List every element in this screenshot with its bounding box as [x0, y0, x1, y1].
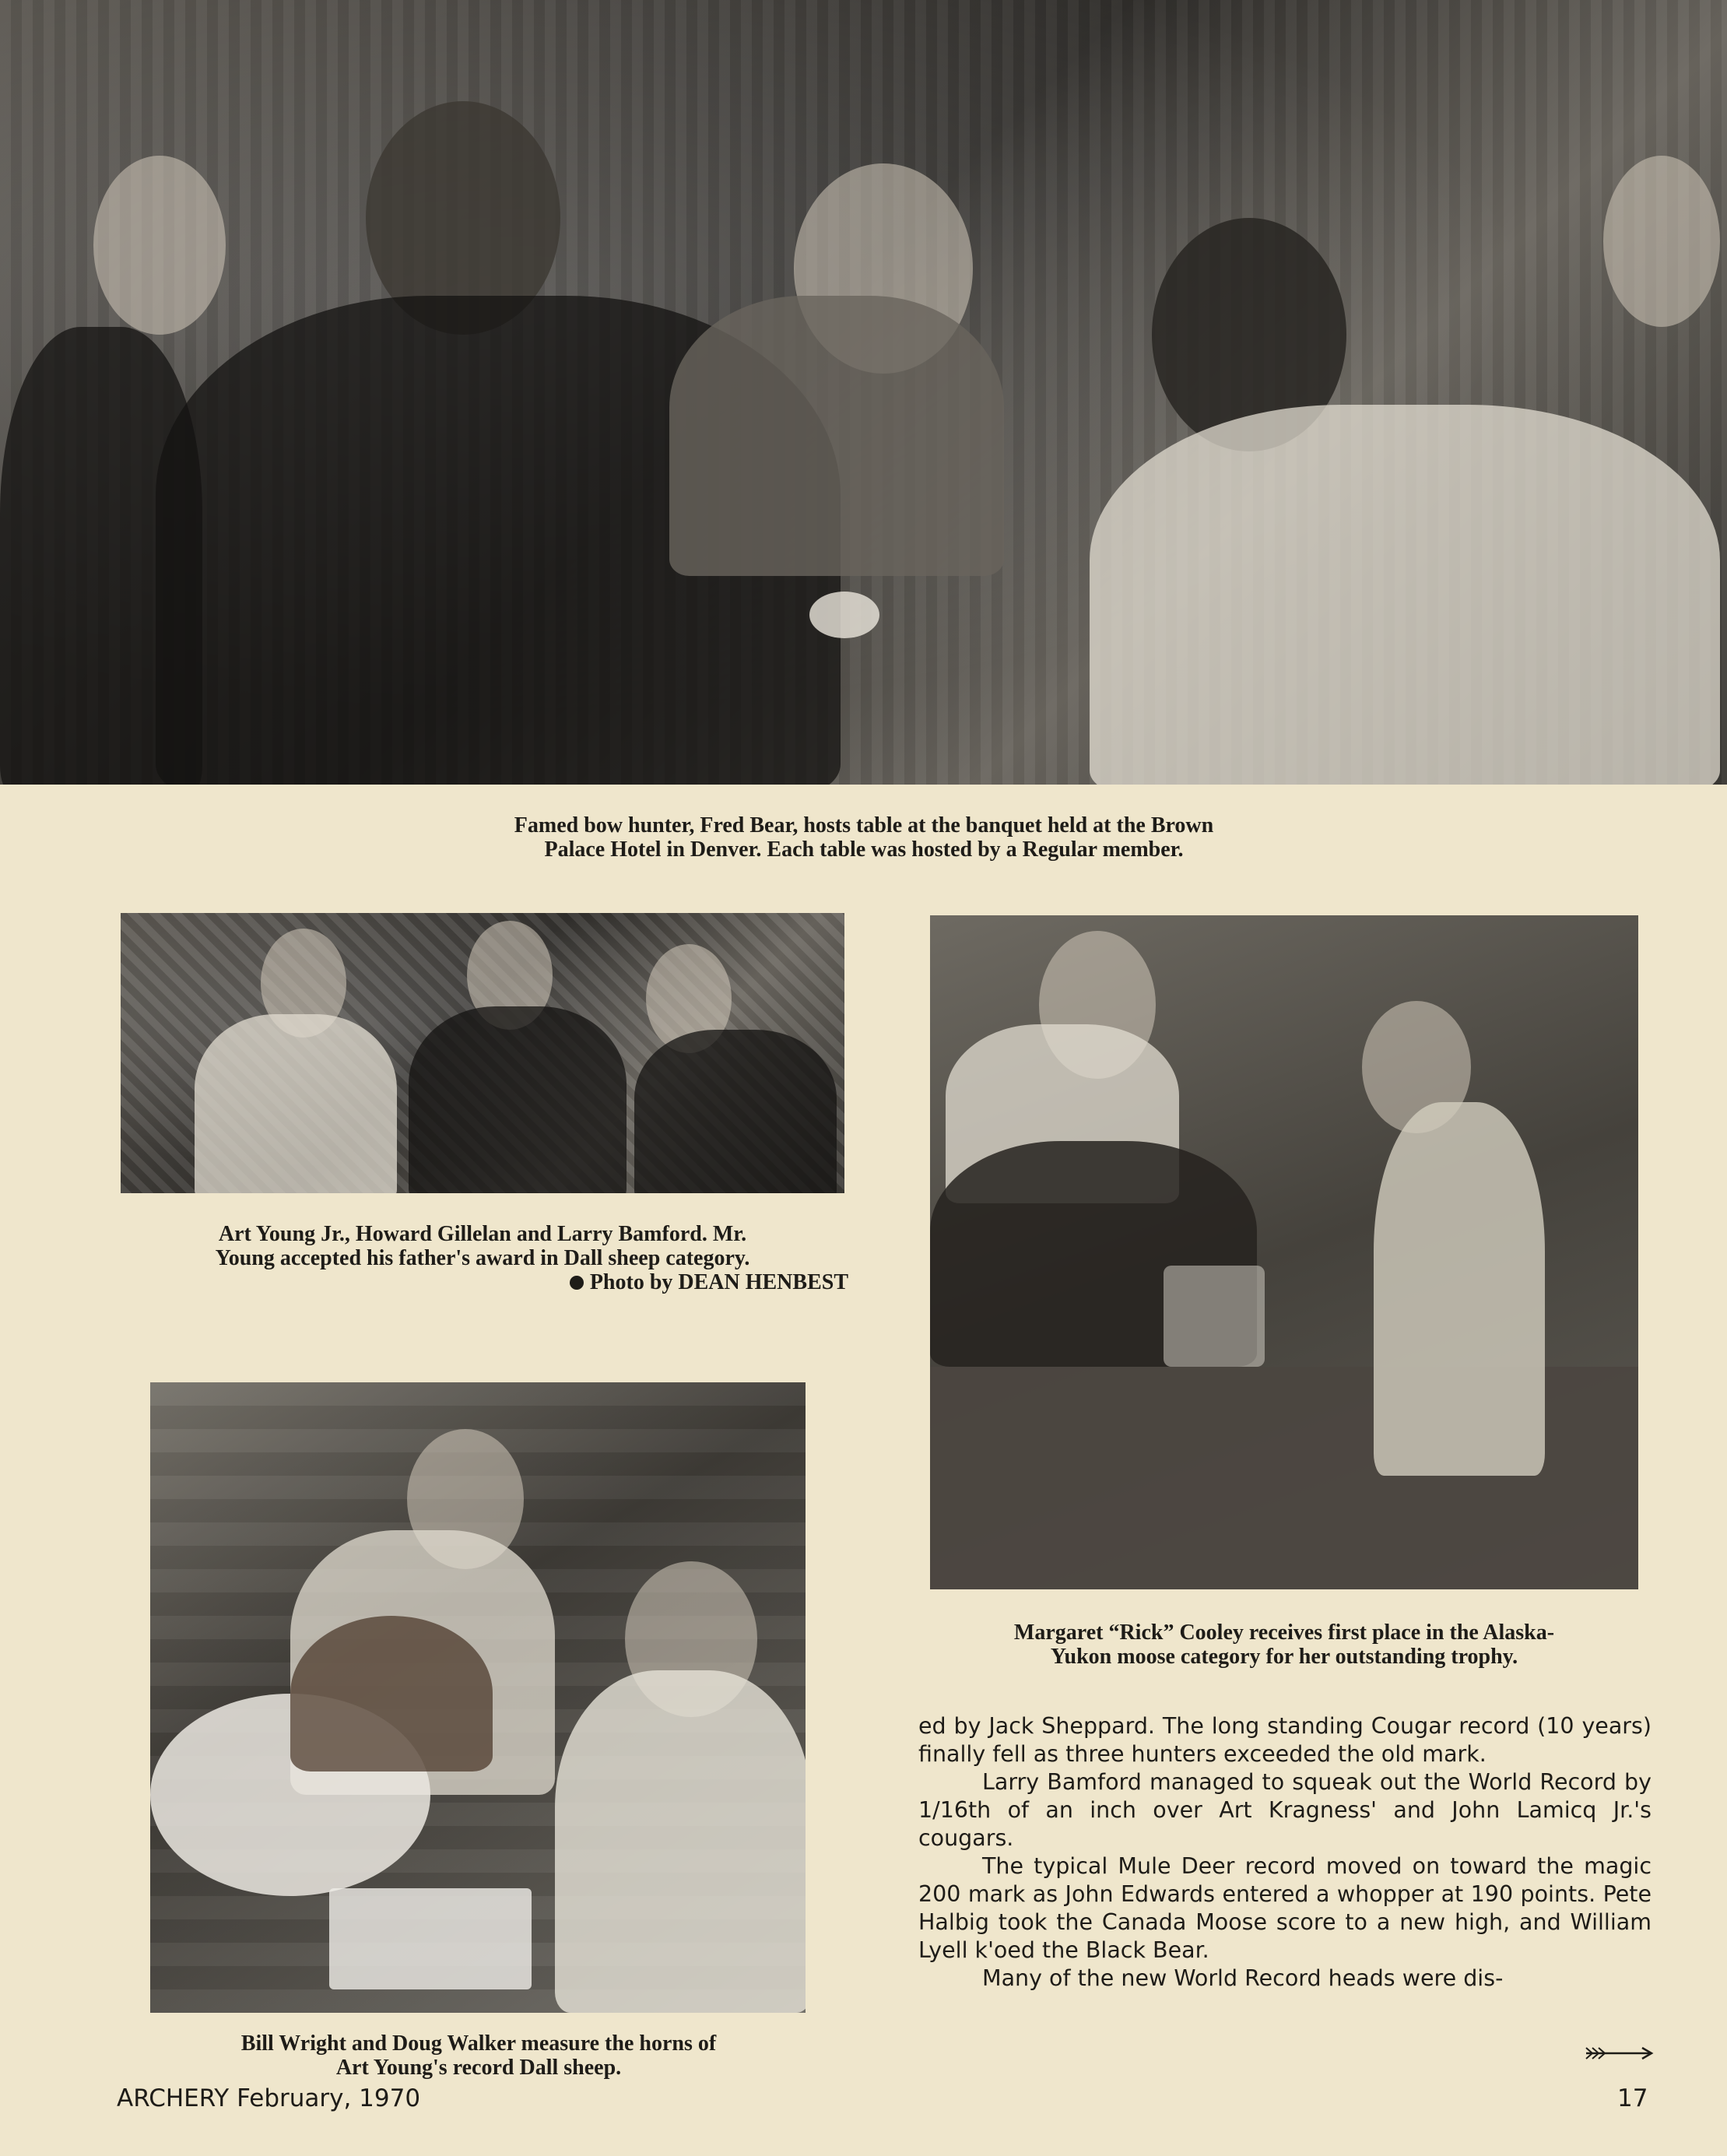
page-footer: [117, 2084, 420, 2112]
article-paragraph: Many of the new World Record heads were dis-: [982, 1965, 1504, 1991]
bullet-icon: [570, 1276, 584, 1290]
young-group-photo: [121, 913, 844, 1193]
photo-credit-text: Photo by DEAN HENBEST: [589, 1270, 848, 1294]
cooley-caption-line-2: Yukon moose category for her outstanding trophy.: [1050, 1645, 1518, 1669]
measure-caption: [132, 2031, 825, 2080]
banquet-photo: [0, 0, 1727, 785]
photo-credit: [117, 1270, 848, 1294]
article-paragraph: ed by Jack Sheppard. The long standing Cougar record (10 years) finally fell as three hunters exceeded the old mark.: [918, 1713, 1652, 1767]
cooley-photo: [930, 915, 1638, 1589]
banquet-caption: [233, 813, 1494, 862]
measure-caption-line-1: Bill Wright and Doug Walker measure the horns of: [240, 2031, 717, 2056]
article-body: [918, 1712, 1652, 1993]
banquet-caption-line-2: Palace Hotel in Denver. Each table was hosted by a Regular member.: [544, 837, 1184, 862]
measure-photo: [150, 1382, 806, 2013]
cooley-caption-line-1: Margaret “Rick” Cooley receives first place in the Alaska-: [1013, 1621, 1555, 1645]
arrow-icon: [1585, 2045, 1655, 2061]
article-paragraph: The typical Mule Deer record moved on toward the magic 200 mark as John Edwards entered a whopper at 190 points. Pete Halbig took the Canada Moose score to a new high, and William Lyell k'oed the Black Bear.: [918, 1853, 1652, 1963]
magazine-name: ARCHERY: [117, 2084, 230, 2112]
banquet-caption-line-1: Famed bow hunter, Fred Bear, hosts table at the banquet held at the Brown: [514, 813, 1214, 837]
measure-caption-line-2: Art Young's record Dall sheep.: [335, 2056, 622, 2080]
young-group-caption-line-1: Art Young Jr., Howard Gillelan and Larry Bamford. Mr.: [218, 1222, 747, 1246]
issue-date: February, 1970: [237, 2084, 421, 2112]
young-group-caption-line-2: Young accepted his father's award in Dall sheep category.: [215, 1246, 750, 1270]
cooley-caption: [911, 1621, 1658, 1669]
young-group-caption: [117, 1222, 848, 1294]
page-number: 17: [1617, 2084, 1648, 2112]
article-paragraph: Larry Bamford managed to squeak out the World Record by 1/16th of an inch over Art Kragness' and John Lamicq Jr.'s cougars.: [918, 1769, 1652, 1851]
